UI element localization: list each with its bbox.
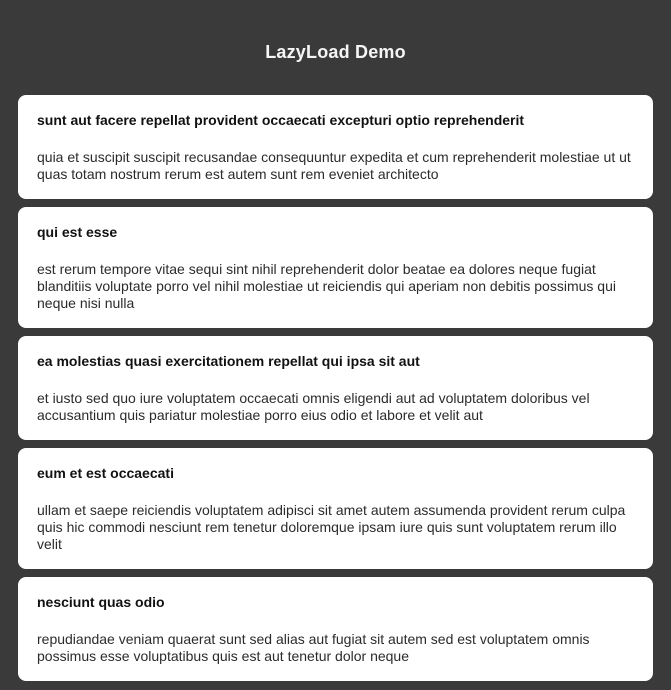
post-title: nesciunt quas odio	[37, 594, 165, 610]
post-title: ea molestias quasi exercitationem repellat qui ipsa sit aut	[37, 353, 420, 369]
post-card[interactable]	[18, 336, 653, 440]
post-card[interactable]	[18, 448, 653, 569]
post-card[interactable]	[18, 207, 653, 328]
post-title: eum et est occaecati	[37, 465, 174, 481]
post-card[interactable]	[18, 577, 653, 681]
post-list[interactable]	[0, 95, 671, 690]
post-body: et iusto sed quo iure voluptatem occaecati omnis eligendi aut ad voluptatem doloribus vel accusantium quis pariatur molestiae porro eius odio et labore et velit aut	[37, 390, 590, 423]
post-card[interactable]	[18, 95, 653, 199]
page-title: LazyLoad Demo	[265, 42, 406, 62]
post-body: est rerum tempore vitae sequi sint nihil reprehenderit dolor beatae ea dolores neque fugiat blanditiis voluptate porro vel nihil molestiae ut reiciendis qui aperiam non debitis possimus qui neque nisi nulla	[37, 261, 616, 311]
post-title: sunt aut facere repellat provident occaecati excepturi optio reprehenderit	[37, 112, 525, 128]
post-body: quia et suscipit suscipit recusandae consequuntur expedita et cum reprehenderit molestiae ut ut quas totam nostrum rerum est autem sunt rem eveniet architecto	[37, 149, 631, 182]
post-body: ullam et saepe reiciendis voluptatem adipisci sit amet autem assumenda provident rerum culpa quis hic commodi nesciunt rem tenetur doloremque ipsam iure quis sunt voluptatem rerum illo velit	[37, 502, 626, 552]
post-body: repudiandae veniam quaerat sunt sed alias aut fugiat sit autem sed est voluptatem omnis possimus esse voluptatibus quis est aut tenetur dolor neque	[37, 631, 590, 664]
post-title: qui est esse	[37, 224, 118, 240]
app-header	[0, 0, 671, 62]
